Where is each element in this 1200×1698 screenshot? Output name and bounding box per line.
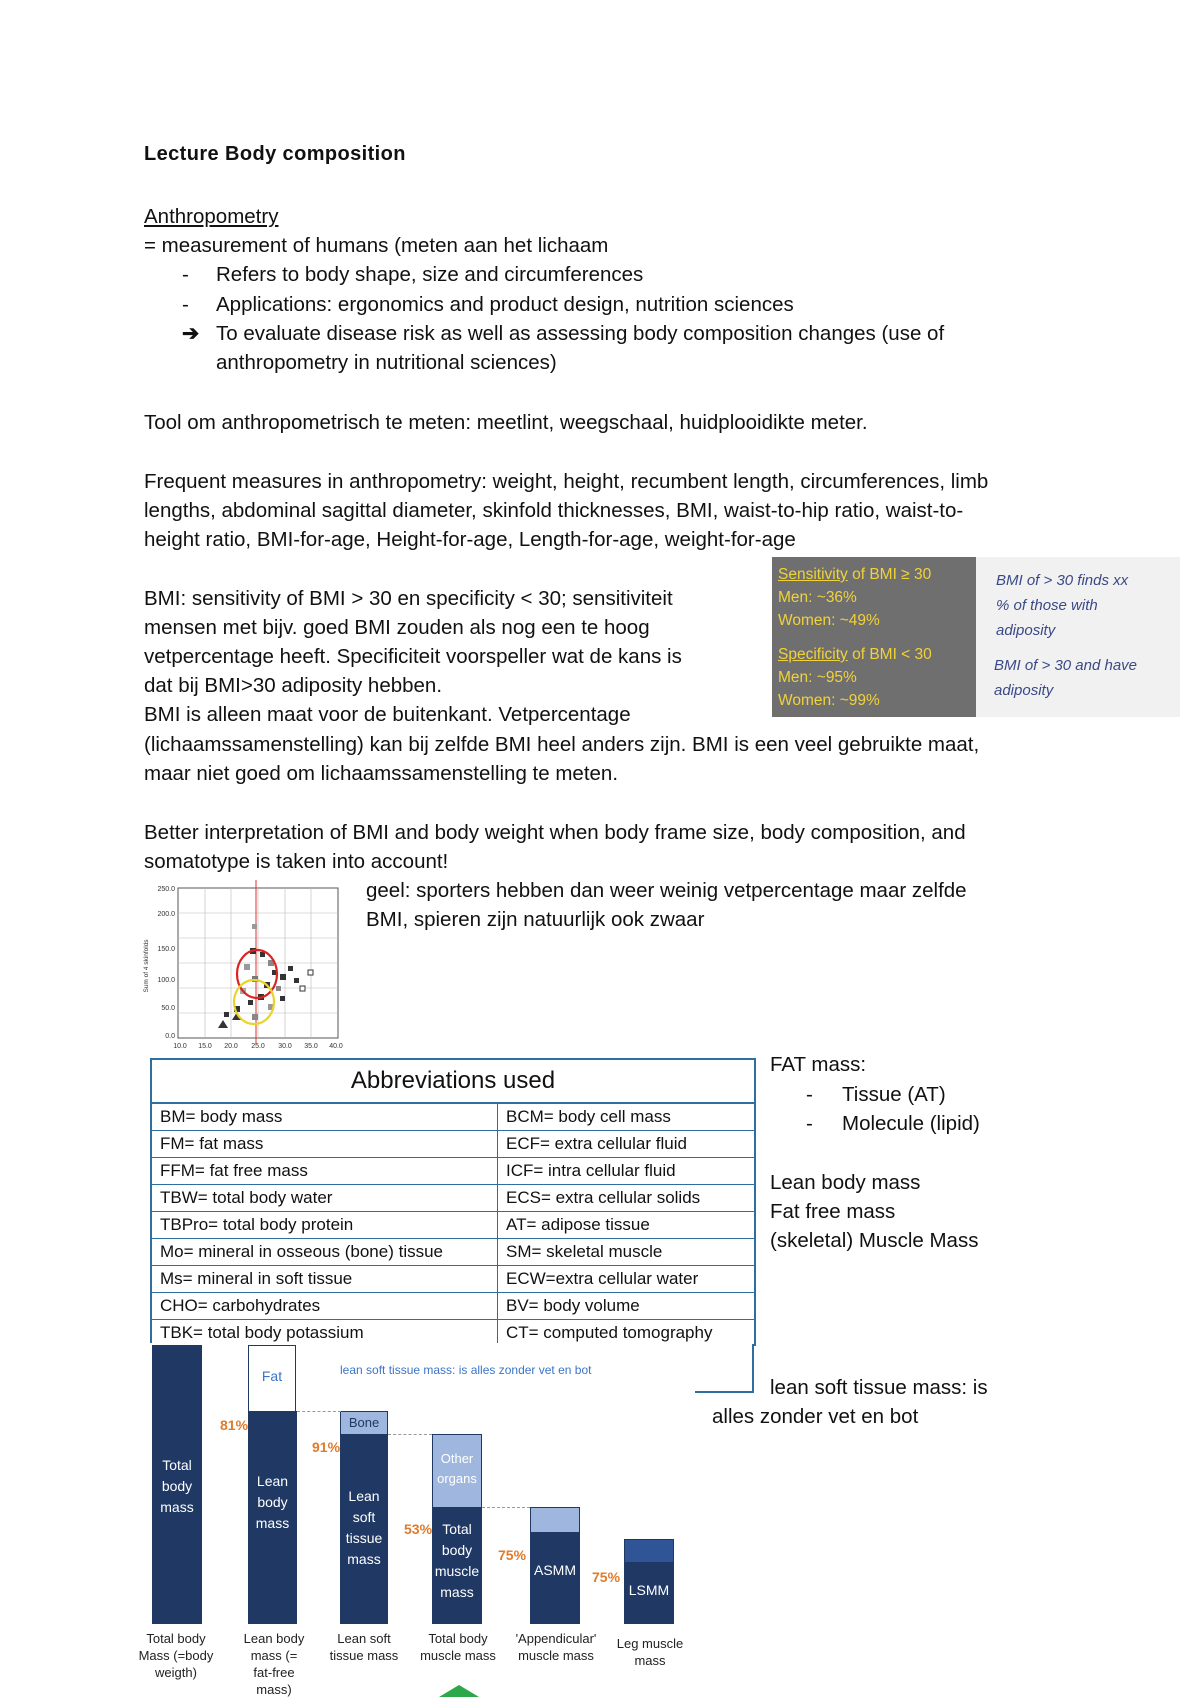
bar-caption: Total body muscle mass xyxy=(420,1631,496,1663)
lean-line: Fat free mass xyxy=(770,1200,896,1223)
anthropometry-heading: Anthropometry xyxy=(144,205,279,228)
arrow-bullet-continuation: anthropometry in nutritional sciences) xyxy=(216,351,557,374)
geel-line: geel: sporters hebben dan weer weinig vetpercentage maar zelfde xyxy=(366,879,967,902)
anthropometry-definition: = measurement of humans (meten aan het lichaam xyxy=(144,234,609,257)
table-row: BM= body mass BCM= body cell mass xyxy=(152,1104,754,1131)
tool-paragraph: Tool om anthropometrisch te meten: meetlint, weegschaal, huidplooidikte meter. xyxy=(144,411,868,434)
bullet-item: - Applications: ergonomics and product design, nutrition sciences xyxy=(182,293,794,316)
scatter-x-tick: 35.0 xyxy=(304,1043,318,1050)
scatter-x-tick: 25.0 xyxy=(251,1043,265,1050)
scatter-x-tick: 30.0 xyxy=(278,1043,292,1050)
table-row: TBPro= total body protein AT= adipose tissue xyxy=(152,1212,754,1239)
bmi-line: BMI is alleen maat voor de buitenkant. Vetpercentage xyxy=(144,703,631,726)
table-row: FM= fat mass ECF= extra cellular fluid xyxy=(152,1131,754,1158)
bmi-line: dat bij BMI>30 adiposity hebben. xyxy=(144,674,443,697)
bmi-skinfold-scatter-plot xyxy=(140,878,345,1050)
frequent-line: Frequent measures in anthropometry: weight, height, recumbent length, circumferences, limb xyxy=(144,470,989,493)
total-body-muscle-bar: Total body muscle mass xyxy=(432,1507,482,1624)
percent-label: 75% xyxy=(592,1569,621,1585)
bullet-item: - Refers to body shape, size and circumferences xyxy=(182,263,644,286)
better-line: Better interpretation of BMI and body weight when body frame size, body composition, and xyxy=(144,821,966,844)
bullet-item: - Tissue (AT) xyxy=(806,1083,946,1106)
bars-banner: lean soft tissue mass: is alles zonder vet en bot xyxy=(340,1363,592,1377)
bmi-line: BMI: sensitivity of BMI > 30 en specificity < 30; sensitiviteit xyxy=(144,587,673,610)
table-border-edge xyxy=(752,1344,754,1392)
bmi-line: maar niet goed om lichaamssamenstelling te meten. xyxy=(144,762,619,785)
lstm-line: lean soft tissue mass: is xyxy=(770,1376,988,1399)
green-arrow-icon xyxy=(439,1685,479,1697)
bmi-sensitivity-image: Sensitivity of BMI ≥ 30 Men: ~36% Women: ~49% Specificity of BMI < 30 Men: ~95% Women: ~99% BMI of > 30 finds xx % of those with adiposity BMI of > 30 and have adiposity xyxy=(772,557,1180,717)
bar-caption: Lean soft tissue mass xyxy=(329,1631,399,1663)
arrow-bullet-item: ➔ To evaluate disease risk as well as assessing body composition changes (use of xyxy=(182,319,944,349)
lstm-line: alles zonder vet en bot xyxy=(712,1405,919,1428)
asmm-bar: ASMM xyxy=(530,1532,580,1624)
lean-line: (skeletal) Muscle Mass xyxy=(770,1229,979,1252)
table-row: CHO= carbohydrates BV= body volume xyxy=(152,1293,754,1320)
table-row: Ms= mineral in soft tissue ECW=extra cellular water xyxy=(152,1266,754,1293)
bar-caption: 'Appendicular' muscle mass xyxy=(515,1631,597,1663)
table-row: TBW= total body water ECS= extra cellular solids xyxy=(152,1185,754,1212)
lean-soft-tissue-bar: Lean soft tissue mass xyxy=(340,1434,388,1624)
better-line: somatotype is taken into account! xyxy=(144,850,449,873)
scatter-y-tick: 100.0 xyxy=(157,977,175,984)
lean-line: Lean body mass xyxy=(770,1171,921,1194)
scatter-x-tick: 10.0 xyxy=(173,1043,187,1050)
scatter-y-tick: 50.0 xyxy=(161,1005,175,1012)
fat-mass-heading: FAT mass: xyxy=(770,1053,867,1076)
lsmm-top-segment xyxy=(624,1539,674,1563)
table-row: Mo= mineral in osseous (bone) tissue SM= skeletal muscle xyxy=(152,1239,754,1266)
scatter-y-tick: 0.0 xyxy=(165,1033,175,1040)
scatter-x-tick: 40.0 xyxy=(329,1043,343,1050)
bullet-item: - Molecule (lipid) xyxy=(806,1112,980,1135)
scatter-y-tick: 250.0 xyxy=(157,886,175,893)
percent-label: 81% xyxy=(220,1417,249,1433)
bar-caption: Lean body mass (= fat-free mass) xyxy=(243,1631,305,1697)
scatter-y-tick: 150.0 xyxy=(157,946,175,953)
table-row: TBK= total body potassium CT= computed tomography xyxy=(152,1320,754,1346)
bar-caption: Total body Mass (=body weigth) xyxy=(138,1631,214,1680)
percent-label: 91% xyxy=(312,1439,341,1455)
lsmm-bar: LSMM xyxy=(624,1562,674,1624)
abbreviations-table xyxy=(150,1058,756,1346)
scatter-x-tick: 15.0 xyxy=(198,1043,212,1050)
scatter-y-tick: 200.0 xyxy=(157,911,175,918)
body-composition-bars-image xyxy=(140,1343,695,1696)
other-organs-segment: Other organs xyxy=(432,1434,482,1508)
asmm-top-segment xyxy=(530,1507,580,1533)
page-title: Lecture Body composition xyxy=(144,143,406,165)
fat-segment: Fat xyxy=(248,1345,296,1412)
bar-caption: Leg muscle mass xyxy=(616,1636,684,1668)
total-body-mass-bar: Total body mass xyxy=(152,1345,202,1624)
table-border-edge xyxy=(694,1391,754,1393)
frequent-line: height ratio, BMI-for-age, Height-for-age, Length-for-age, weight-for-age xyxy=(144,528,796,551)
percent-label: 75% xyxy=(498,1547,527,1563)
scatter-x-tick: 20.0 xyxy=(224,1043,238,1050)
arrow-right-icon: ➔ xyxy=(182,322,200,345)
bmi-line: (lichaamssamenstelling) kan bij zelfde BMI heel anders zijn. BMI is een veel gebruikte maat, xyxy=(144,733,980,756)
scatter-y-label: Sum of 4 skinfolds xyxy=(143,939,150,993)
bmi-line: vetpercentage heeft. Specificiteit voorspeller wat de kans is xyxy=(144,645,682,668)
geel-line: BMI, spieren zijn natuurlijk ook zwaar xyxy=(366,908,705,931)
percent-label: 53% xyxy=(404,1521,433,1537)
abbreviations-header: Abbreviations used xyxy=(152,1060,754,1104)
bone-segment: Bone xyxy=(340,1411,388,1435)
lean-body-mass-bar: Lean body mass xyxy=(248,1411,297,1624)
table-row: FFM= fat free mass ICF= intra cellular fluid xyxy=(152,1158,754,1185)
bmi-line: mensen met bijv. goed BMI zouden als nog een te hoog xyxy=(144,616,650,639)
frequent-line: lengths, abdominal sagittal diameter, skinfold thicknesses, BMI, waist-to-hip ratio, waist-to- xyxy=(144,499,964,522)
